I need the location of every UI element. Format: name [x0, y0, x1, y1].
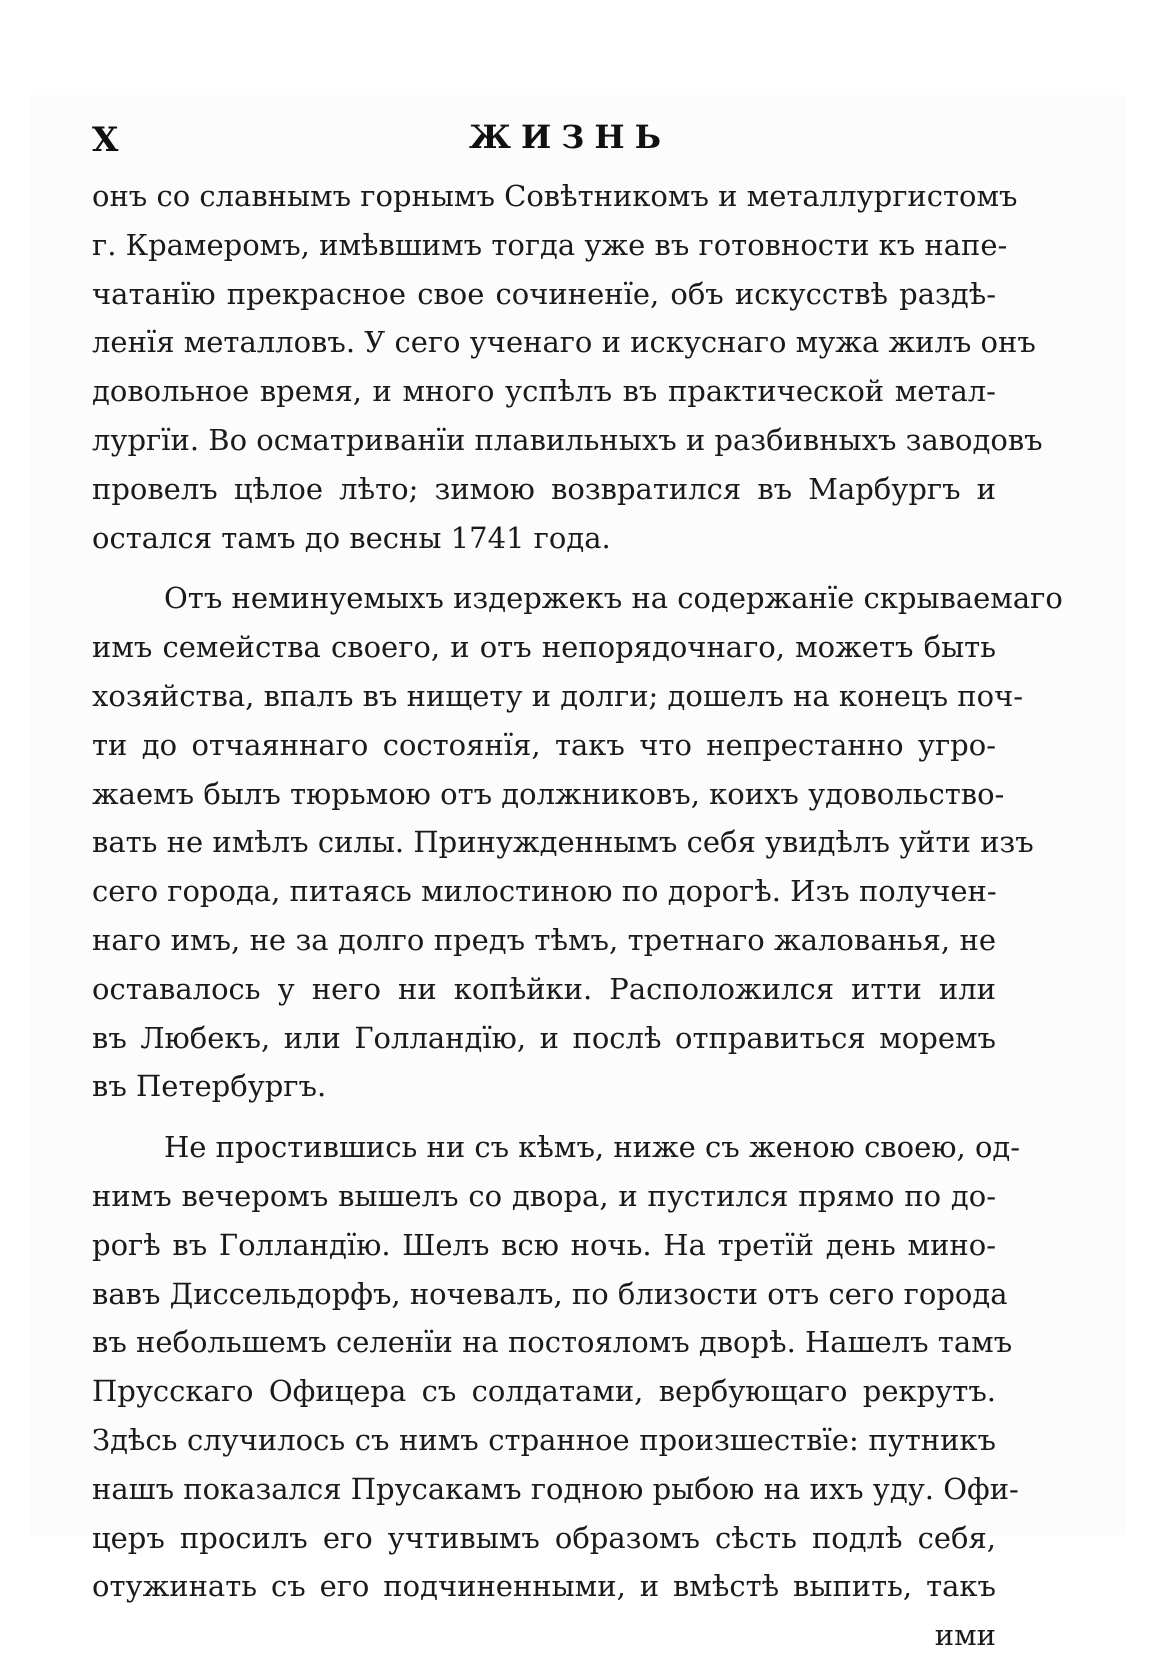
- text-line: лургїи. Во осматриванїи плавильныхъ и разбивныхъ заводовъ: [92, 422, 1043, 457]
- text-line: вать не имѣлъ силы. Принужденнымъ себя увидѣлъ уйти изъ: [92, 825, 1034, 860]
- text-line: церъ просилъ его учтивымъ образомъ сѣсть подлѣ себя,: [92, 1520, 996, 1555]
- text-line: вавъ Диссельдорфъ, ночевалъ, по близости отъ сего города: [92, 1276, 1008, 1311]
- text-line: нимъ вечеромъ вышелъ со двора, и пустился прямо по до-: [92, 1178, 996, 1213]
- text-line: хозяйства, впалъ въ нищету и долги; дошелъ на конецъ поч-: [92, 678, 1024, 713]
- text-line: рогѣ въ Голландїю. Шелъ всю ночь. На третїй день мино-: [92, 1227, 996, 1262]
- text-line: въ Любекъ, или Голландїю, и послѣ отправиться моремъ: [92, 1020, 996, 1055]
- text-line: ленїя металловъ. У сего ученаго и искуснаго мужа жилъ онъ: [92, 325, 1036, 360]
- text-line: г. Крамеромъ, имѣвшимъ тогда уже въ готовности къ напе-: [92, 227, 1008, 262]
- text-line: Не простившись ни съ кѣмъ, ниже съ женою своею, од-: [164, 1130, 1021, 1165]
- text-line: въ небольшемъ селенїи на постояломъ дворѣ. Нашелъ тамъ: [92, 1325, 1013, 1360]
- text-line: сего города, питаясь милостиною по дорогѣ. Изъ получен-: [92, 874, 997, 909]
- text-line: ти до отчаяннаго состоянїя, такъ что непрестанно угро-: [92, 727, 996, 762]
- text-line: въ Петербургъ.: [92, 1069, 327, 1104]
- text-line: наго имъ, не за долго предъ тѣмъ, третнаго жалованья, не: [92, 922, 996, 957]
- paragraph-gap: [92, 1111, 996, 1123]
- text-line: Отъ неминуемыхъ издержекъ на содержанїе скрываемаго: [164, 581, 1063, 616]
- paragraph-gap: [92, 562, 996, 574]
- text-line: Здѣсь случилось съ нимъ странное произшествїе: путникъ: [92, 1422, 996, 1457]
- text-line: нашъ показался Прусакамъ годною рыбою на ихъ уду. Офи-: [92, 1471, 1019, 1506]
- page-number: X: [92, 120, 120, 160]
- text-line: имъ семейства своего, и отъ непорядочнаго, можетъ быть: [92, 630, 996, 665]
- text-line: отужинать съ его подчиненными, и вмѣстѣ выпить, такъ: [92, 1569, 996, 1604]
- catchword: ими: [934, 1618, 996, 1653]
- text-line: жаемъ былъ тюрьмою отъ должниковъ, коихъ удовольство-: [92, 776, 1005, 811]
- text-line: Прусскаго Офицера съ солдатами, вербующаго рекрутъ.: [92, 1374, 996, 1409]
- text-line: чатанїю прекрасное свое сочиненїе, объ искусствѣ раздѣ-: [92, 276, 996, 311]
- text-line: провелъ цѣлое лѣто; зимою возвратился въ Марбургъ и: [92, 471, 996, 506]
- running-title: ЖИЗНЬ: [469, 118, 671, 156]
- text-line: остался тамъ до весны 1741 года.: [92, 520, 611, 555]
- text-line: онъ со славнымъ горнымъ Совѣтникомъ и металлургистомъ: [92, 179, 1018, 213]
- text-line: довольное время, и много успѣлъ въ практической метал-: [92, 374, 996, 409]
- body-text: [92, 172, 1063, 1660]
- text-line: оставалось у него ни копѣйки. Расположился итти или: [92, 971, 996, 1006]
